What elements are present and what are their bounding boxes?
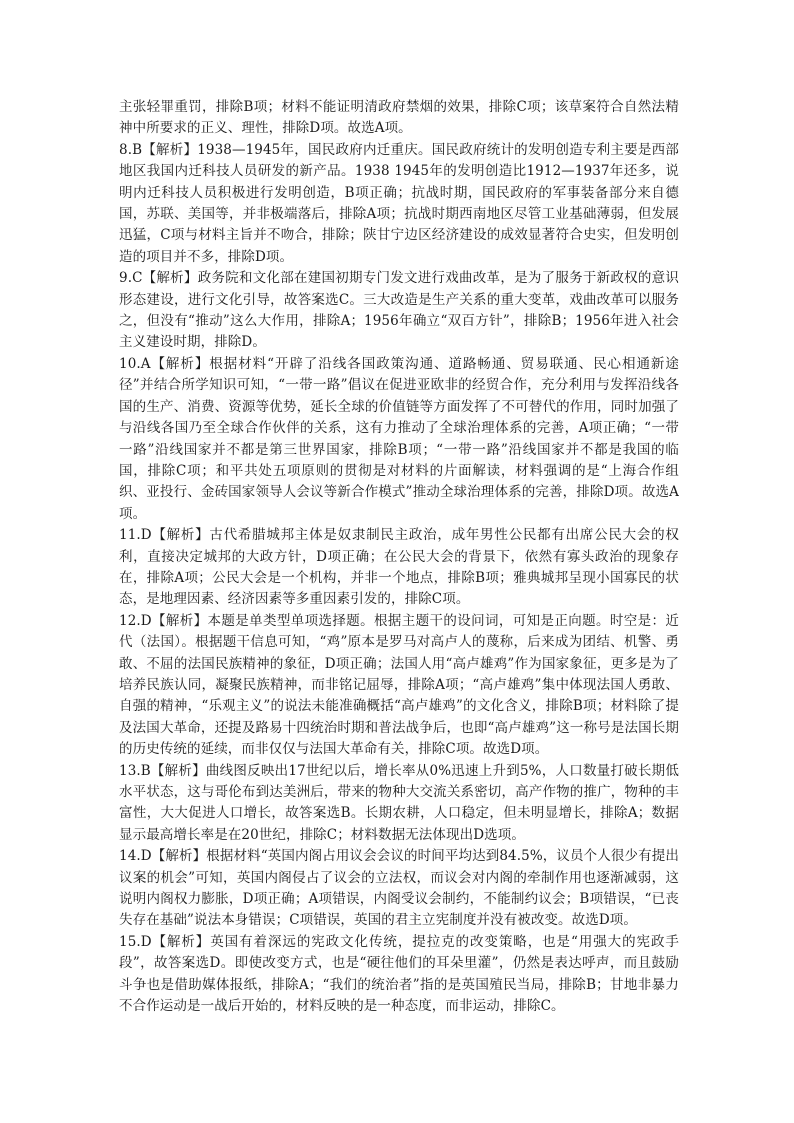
- paragraph-7-continuation: 主张轻罪重罚，排除B项；材料不能证明清政府禁烟的效果，排除C项；该草案符合自然法精神中所要求的正义、理性，排除D项。故选A项。: [119, 99, 679, 137]
- paragraph-answer-10: 10.A【解析】根据材料“开辟了沿线各国政策沟通、道路畅通、贸易联通、民心相通新途径”并结合所学知识可知，“一带一路”倡议在促进亚欧非的经贸合作，充分利用与发挥沿线各国的生产、消费、资源等优势，延长全球的价值链等方面发挥了不可替代的作用，同时加强了与沿线各国乃至全球合作伙伴的关系，这有力推动了全球治理体系的完善，A项正确；“一带一路”沿线国家并不都是第三世界国家，排除B项；“一带一路”沿线国家并不都是我国的临国，排除C项；和平共处五项原则的贯彻是对材料的片面解读，材料强调的是“上海合作组织、亚投行、金砖国家领导人会议等新合作模式”推动全球治理体系的完善，排除D项。故选A项。: [119, 355, 679, 522]
- paragraph-answer-13: 13.B【解析】曲线图反映出17世纪以后，增长率从0%迅速上升到5%，人口数量打破长期低水平状态，这与哥伦布到达美洲后，带来的物种大交流关系密切，高产作物的推广，物种的丰富性，大大促进人口增长，故答案选B。长期农耕，人口稳定，但未明显增长，排除A；数据显示最高增长率是在20世纪，排除C；材料数据无法体现出D选项。: [119, 762, 679, 843]
- paragraph-answer-11: 11.D【解析】古代希腊城邦主体是奴隶制民主政治，成年男性公民都有出席公民大会的权利，直接决定城邦的大政方针，D项正确；在公民大会的背景下，依然有寡头政治的现象存在，排除A项；公民大会是一个机构，并非一个地点，排除B项；雅典城邦呈现小国寡民的状态，是地理因素、经济因素等多重因素引发的，排除C项。: [119, 527, 679, 608]
- paragraph-answer-9: 9.C【解析】政务院和文化部在建国初期专门发文进行戏曲改革，是为了服务于新政权的意识形态建设，进行文化引导，故答案选C。三大改造是生产关系的重大变革，戏曲改革可以服务之，但没有“推动”这么大作用，排除A；1956年确立“双百方针”，排除B；1956年进入社会主义建设时期，排除D。: [119, 270, 679, 351]
- paragraph-answer-8: 8.B【解析】1938—1945年，国民政府内迁重庆。国民政府统计的发明创造专利主要是西部地区我国内迁科技人员研发的新产品。1938 1945年的发明创造比1912—1937年还多，说明内迁科技人员积极进行发明创造，B项正确；抗战时期，国民政府的军事装备部分来自德国，苏联、美国等，并非极端落后，排除A项；抗战时期西南地区尽管工业基础薄弱，但发展迅猛，C项与材料主旨并不吻合，排除；陕甘宁边区经济建设的成效显著符合史实，但发明创造的项目并不多，排除D项。: [119, 141, 679, 265]
- answer-explanations-page: [119, 97, 679, 1017]
- paragraph-answer-14: 14.D【解析】根据材料“英国内阁占用议会会议的时间平均达到84.5%，议员个人很少有提出议案的机会”可知，英国内阁侵占了议会的立法权，而议会对内阁的牵制作用也逐渐减弱，这说明内阁权力膨胀，D项正确；A项错误，内阁受议会制约，不能制约议会；B项错误，“已丧失存在基础”说法本身错误；C项错误，英国的君主立宪制度并没有被改变。故选D项。: [119, 848, 679, 929]
- paragraph-answer-15: 15.D【解析】英国有着深远的宪政文化传统，提拉克的改变策略，也是“用强大的宪政手段”，故答案选D。即使改变方式，也是“硬往他们的耳朵里灌”，仍然是表达呼声，而且鼓励斗争也是借助媒体报纸，排除A；“我们的统治者”指的是英国殖民当局，排除B；甘地非暴力不合作运动是一战后开始的，材料反映的是一种态度，而非运动，排除C。: [119, 933, 679, 1015]
- paragraph-answer-12: 12.D【解析】本题是单类型单项选择题。根据主题干的设问词，可知是正向题。时空是：近代（法国）。根据题干信息可知，“鸡”原本是罗马对高卢人的蔑称，后来成为团结、机警、勇敢、不屈的法国民族精神的象征，D项正确；法国人用“高卢雄鸡”作为国家象征，更多是为了培养民族认同，凝聚民族精神，而非铭记屈辱，排除A项；“高卢雄鸡”集中体现法国人勇敢、自强的精神，“乐观主义”的说法未能准确概括“高卢雄鸡”的文化含义，排除B项；材料除了提及法国大革命，还提及路易十四统治时期和普法战争后，也即“高卢雄鸡”这一称号是法国长期的历史传统的延续，而非仅仅与法国大革命有关，排除C项。故选D项。: [119, 612, 679, 758]
